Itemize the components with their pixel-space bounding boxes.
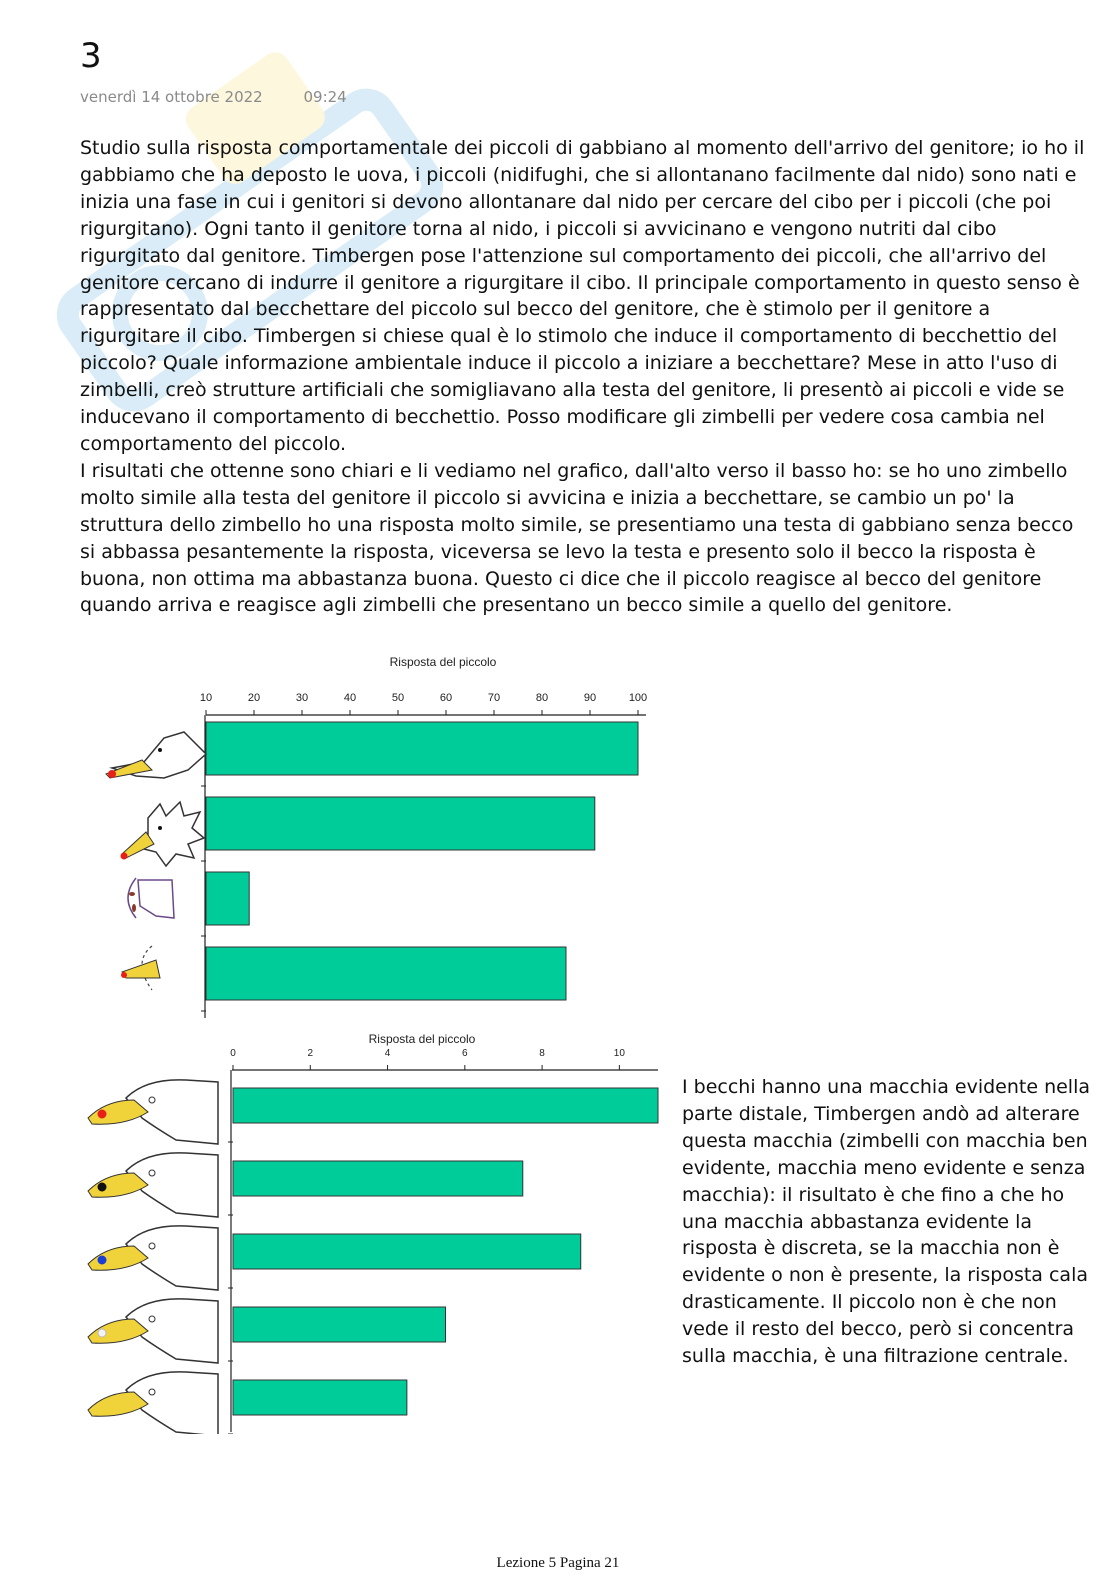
- bar: [206, 722, 638, 775]
- gull-heads: [88, 1080, 218, 1434]
- gull-head-icon: [88, 1080, 218, 1144]
- x-tick-label: 10: [199, 692, 213, 704]
- paragraph: I risultati che ottenne sono chiari e li vediamo nel grafico, dall'alto verso il basso ho: se ho uno zimbello molto simile alla testa del genitore il piccolo si avvicina e inizia a becchettare, se cambio un po' la struttura dello zimbello ho una risposta molto simile, se presentiamo una testa di gabbiano senza becco si abbassa pesantemente la risposta, viceversa se levo la testa e presento solo il becco la risposta è buona, non ottima ma abbastanza buona. Questo ci dice che il piccolo reagisce al becco del genitore quando arriva e reagisce agli zimbelli che presentano un becco simile a quello del genitore.: [80, 459, 1074, 617]
- bar: [206, 872, 249, 925]
- x-tick-label: 100: [628, 692, 648, 704]
- bar: [233, 1380, 407, 1415]
- side-text: I becchi hanno una macchia evidente nella parte distale, Timbergen andò ad alterare questa macchia (zimbelli con macchia ben evidente, macchia meno evidente e senza macchia): il risultato è che fino a che ho una macchia abbastanza evidente la risposta è discreta, se la macchia non è evidente o non è presente, la risposta cala drasticamente. Il piccolo non è che non vede il resto del becco, però si concentra sulla macchia, è una filtrazione centrale.: [682, 1076, 1091, 1368]
- bar: [233, 1088, 658, 1123]
- gull-head-modified-icon: [121, 802, 205, 866]
- x-tick-label: 60: [439, 692, 453, 704]
- note-date: venerdì 14 ottobre 2022: [80, 88, 263, 106]
- gull-head-icon: [88, 1372, 218, 1434]
- x-tick-label: 8: [539, 1048, 545, 1059]
- page-footer: Lezione 5 Pagina 21: [496, 1555, 620, 1571]
- gull-head-no-beak-icon: [128, 878, 174, 918]
- bars: [228, 1088, 658, 1434]
- x-tick-label: 20: [247, 692, 261, 704]
- chart-title: Risposta del piccolo: [368, 1032, 476, 1046]
- x-tick-label: 80: [535, 692, 549, 704]
- bar: [233, 1234, 581, 1269]
- chart-response-head-models: [80, 650, 660, 1022]
- bar: [206, 947, 566, 1000]
- x-tick-label: 70: [487, 692, 501, 704]
- bar: [206, 797, 595, 850]
- note-metadata: [80, 88, 347, 106]
- bar: [233, 1161, 523, 1196]
- gull-head-icon: [88, 1299, 218, 1363]
- paragraph: Studio sulla risposta comportamentale dei piccoli di gabbiano al momento dell'arrivo del genitore; io ho il gabbiamo che ha deposto le uova, i piccoli (nidifughi, che si allontanano facilmente dal nido) sono nati e inizia una fase in cui i genitori si devono allontanare dal nido per cercare del cibo per i piccoli (che poi rigurgitano). Ogni tanto il genitore torna al nido, i piccoli si avvicinano e vengono nutriti dal cibo rigurgitato dal genitore. Timbergen pose l'attenzione sul comportamento dei piccoli, che all'arrivo del genitore cercano di indurre il genitore a rigurgitare il cibo. Il principale comportamento in questo senso è rappresentato dal becchettare del piccolo sul becco del genitore, che è stimolo per il genitore a rigurgitare il cibo. Timbergen si chiese qual è lo stimolo che induce il comportamento di becchettio del piccolo? Quale informazione ambientale induce il piccolo a iniziare a becchettare? Mese in atto l'uso di zimbelli, creò strutture artificiali che somigliavano alla testa del genitore, li presentò ai piccoli e vide se inducevano il comportamento di becchettio. Posso modificare gli zimbelli per vedere cosa cambia nel comportamento del piccolo.: [80, 137, 1085, 455]
- x-tick-label: 30: [295, 692, 309, 704]
- x-tick-label: 90: [583, 692, 597, 704]
- x-tick-label: 4: [384, 1048, 391, 1059]
- beak-only-icon: [121, 946, 160, 990]
- x-tick-label: 6: [462, 1048, 468, 1059]
- chart-title: Risposta del piccolo: [389, 655, 497, 669]
- note-time: 09:24: [303, 88, 347, 106]
- page-title: 3: [80, 36, 102, 76]
- bars: [201, 722, 638, 1011]
- gull-head-realistic-icon: [106, 732, 206, 778]
- x-tick-label: 10: [613, 1048, 625, 1059]
- x-axis-ticks: [230, 1048, 625, 1070]
- bar: [233, 1307, 446, 1342]
- x-tick-label: 40: [343, 692, 357, 704]
- main-text: [80, 135, 1090, 619]
- x-tick-label: 0: [230, 1048, 236, 1059]
- x-axis-ticks: [200, 692, 647, 715]
- chart-response-beak-spot: [80, 1030, 660, 1434]
- gull-head-icon: [88, 1153, 218, 1217]
- gull-head-icon: [88, 1226, 218, 1290]
- x-tick-label: 2: [307, 1048, 314, 1059]
- x-tick-label: 50: [391, 692, 405, 704]
